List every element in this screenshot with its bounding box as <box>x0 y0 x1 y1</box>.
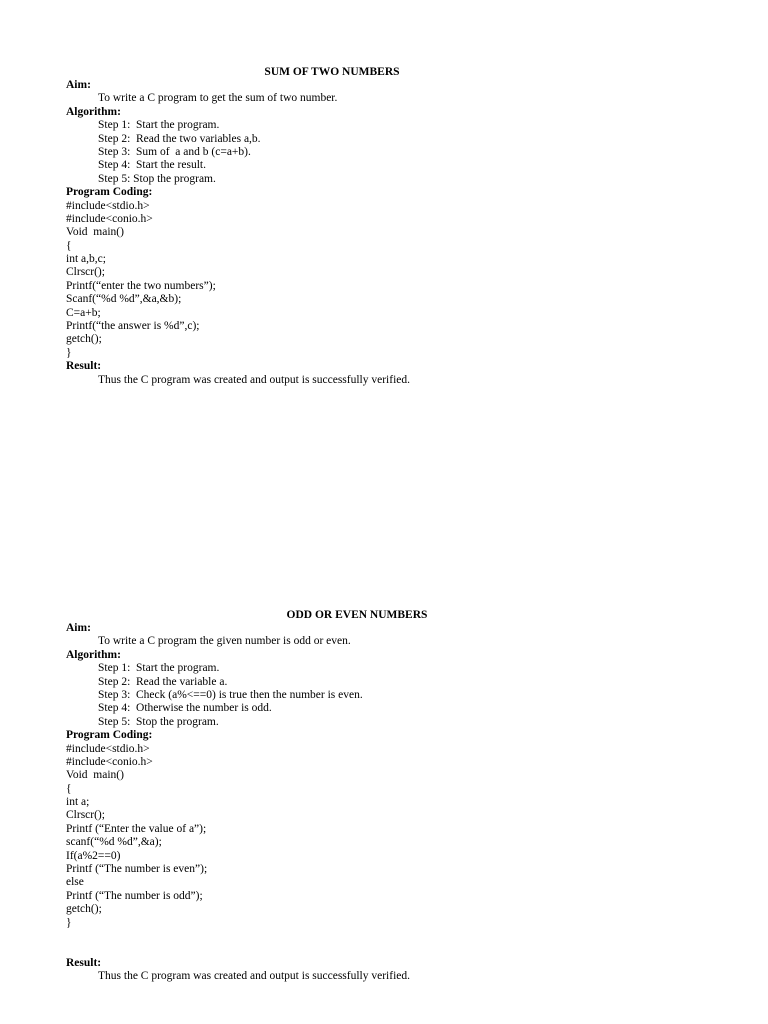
aim-label: Aim: <box>66 622 91 634</box>
program-code <box>66 743 410 930</box>
algorithm-step: Step 2: Read the two variables a,b. <box>98 132 261 145</box>
code-line: #include<stdio.h> <box>66 742 150 755</box>
spacer <box>66 930 410 957</box>
algorithm-steps <box>66 662 410 729</box>
code-line: Void main() <box>66 226 124 239</box>
code-line: #include<conio.h> <box>66 212 153 225</box>
code-line: getch(); <box>66 333 102 346</box>
code-line: Printf (“Enter the value of a”); <box>66 822 207 835</box>
code-line: Scanf(“%d %d”,&a,&b); <box>66 293 182 306</box>
code-line: scanf(“%d %d”,&a); <box>66 836 162 849</box>
algorithm-step: Step 3: Check (a%<==0) is true then the number is even. <box>98 688 363 701</box>
code-line: Printf(“the answer is %d”,c); <box>66 320 200 333</box>
program-coding-label: Program Coding: <box>66 186 153 199</box>
algorithm-step: Step 4: Start the result. <box>98 159 206 172</box>
code-line: #include<conio.h> <box>66 755 153 768</box>
code-line: C=a+b; <box>66 306 101 319</box>
code-line: If(a%2==0) <box>66 849 121 862</box>
code-line: getch(); <box>66 903 102 916</box>
section-title: SUM OF TWO NUMBERS <box>264 66 400 78</box>
algorithm-step: Step 2: Read the variable a. <box>98 675 228 688</box>
code-line: Void main() <box>66 769 124 782</box>
result-label: Result: <box>66 360 102 373</box>
algorithm-steps <box>66 119 410 186</box>
code-line: else <box>66 876 84 889</box>
section-title: ODD OR EVEN NUMBERS <box>286 609 428 621</box>
section-body <box>66 79 410 387</box>
program-coding-label: Program Coding: <box>66 729 153 742</box>
code-line: Clrscr(); <box>66 266 105 279</box>
result-text: Thus the C program was created and output is successfully verified. <box>98 373 411 386</box>
program-code <box>66 200 410 361</box>
result-label: Result: <box>66 956 102 969</box>
code-line: { <box>66 239 72 252</box>
code-line: Clrscr(); <box>66 809 105 822</box>
aim-text: To write a C program to get the sum of two number. <box>98 92 338 105</box>
result-text: Thus the C program was created and output is successfully verified. <box>98 970 411 983</box>
algorithm-step: Step 1: Start the program. <box>98 119 220 132</box>
code-line: Printf (“The number is even”); <box>66 863 208 876</box>
code-line: } <box>66 916 72 929</box>
aim-label: Aim: <box>66 79 91 91</box>
code-line: Printf (“The number is odd”); <box>66 889 203 902</box>
code-line: } <box>66 346 72 359</box>
code-line: Printf(“enter the two numbers”); <box>66 279 216 292</box>
algorithm-step: Step 1: Start the program. <box>98 662 220 675</box>
algorithm-step: Step 5: Stop the program. <box>98 715 219 728</box>
code-line: { <box>66 782 72 795</box>
algorithm-step: Step 4: Otherwise the number is odd. <box>98 702 272 715</box>
algorithm-label: Algorithm: <box>66 648 121 661</box>
algorithm-label: Algorithm: <box>66 105 121 118</box>
code-line: int a,b,c; <box>66 253 106 266</box>
code-line: int a; <box>66 796 90 809</box>
algorithm-step: Step 3: Sum of a and b (c=a+b). <box>98 145 251 158</box>
section-body <box>66 622 410 984</box>
algorithm-step: Step 5: Stop the program. <box>98 172 216 185</box>
aim-text: To write a C program the given number is odd or even. <box>98 635 351 648</box>
code-line: #include<stdio.h> <box>66 199 150 212</box>
